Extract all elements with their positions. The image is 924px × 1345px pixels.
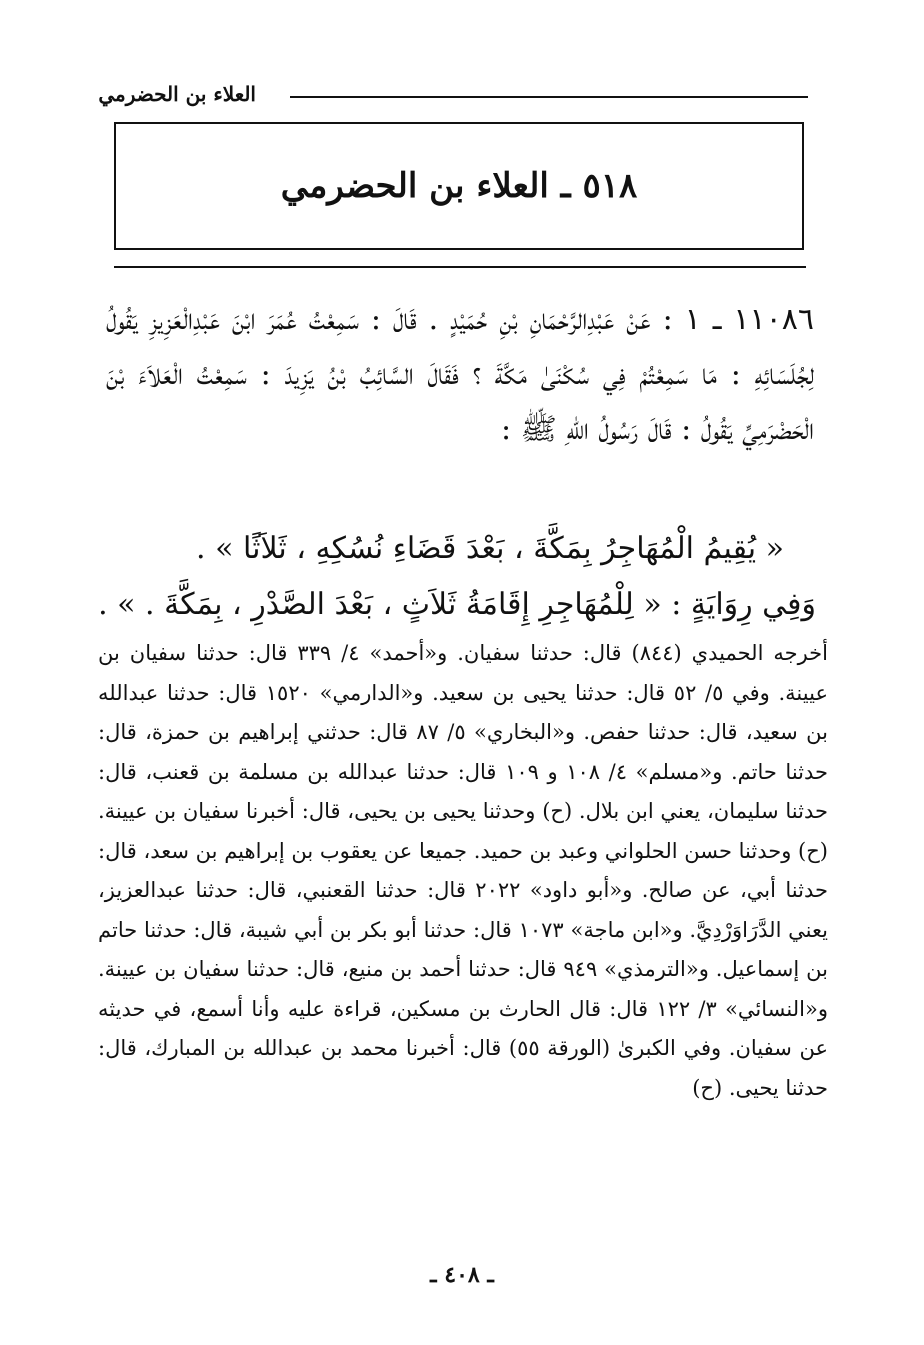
entry-title-box: [114, 122, 804, 250]
hadith-isnad: ١١٠٨٦ ـ ١ : عَنْ عَبْدِالرَّحْمَانِ بْنِ حُمَيْدٍ . قَالَ : سَمِعْتُ عُمَرَ ابْنَ عَبْدِالْعَزِيزِ يَقُولُ لِجُلَسَائِهِ : مَا سَمِعْتُمْ فِي سُكْنَىٰ مَكَّةَ ؟ فَقَالَ السَّائِبُ بْنُ يَزِيدَ : سَمِعْتُ الْعَلاَءَ بْنَ الْحَضْرَمِيِّ يَقُولُ : قَالَ رَسُولُ اللهِ ﷺ :: [106, 302, 815, 447]
title-divider: [114, 266, 806, 268]
hadith-matn: « يُقِيمُ الْمُهَاجِرُ بِمَكَّةَ ، بَعْدَ قَضَاءِ نُسُكِهِ ، ثَلاَثًا » .: [196, 531, 784, 566]
hadith-variant-riwaya: وَفِي رِوَايَةٍ : « لِلْمُهَاجِرِ إِقَامَةُ ثَلاَثٍ ، بَعْدَ الصَّدْرِ ، بِمَكَّةَ . » .: [98, 587, 816, 622]
page-number: ـ ٤٠٨ ـ: [430, 1262, 494, 1288]
running-header-title: العلاء بن الحضرمي: [98, 82, 256, 106]
takhrij-paragraph: أخرجه الحميدي (٨٤٤) قال: حدثنا سفيان. و«أحمد» ٤/ ٣٣٩ قال: حدثنا سفيان بن عيينة. وفي ٥/ ٥٢ قال: حدثنا يحيى بن سعيد. و«الدارمي» ١٥٢٠ قال: حدثنا عبدالله بن سعيد، قال: حدثنا حفص. و«البخاري» ٥/ ٨٧ قال: حدثني إبراهيم بن حمزة، قال: حدثنا حاتم. و«مسلم» ٤/ ١٠٨ و ١٠٩ قال: حدثنا عبدالله بن مسلمة بن قعنب، قال: حدثنا سليمان، يعني ابن بلال. (ح) وحدثنا يحيى بن يحيى، قال: أخبرنا سفيان بن عيينة. (ح) وحدثنا حسن الحلواني وعبد بن حميد. جميعا عن يعقوب بن إبراهيم بن سعد، قال: حدثنا أبي، عن صالح. و«أبو داود» ٢٠٢٢ قال: حدثنا القعنبي، قال: حدثنا عبدالعزيز، يعني الدَّرَاوَرْدِيَّ. و«ابن ماجة» ١٠٧٣ قال: حدثنا أبو بكر بن أبي شيبة، قال: حدثنا حاتم بن إسماعيل. و«الترمذي» ٩٤٩ قال: حدثنا أحمد بن منيع، قال: حدثنا سفيان بن عيينة. و«النسائي» ٣/ ١٢٢ قال: قال الحارث بن مسكين، قراءة عليه وأنا أسمع، في حديثه عن سفيان. وفي الكبرىٰ (الورقة ٥٥) قال: أخبرنا محمد بن عبدالله بن المبارك، قال: حدثنا يحيى. (ح): [98, 641, 829, 1100]
header-rule: [290, 96, 808, 98]
entry-title: ٥١٨ ـ العلاء بن الحضرمي: [280, 166, 638, 206]
